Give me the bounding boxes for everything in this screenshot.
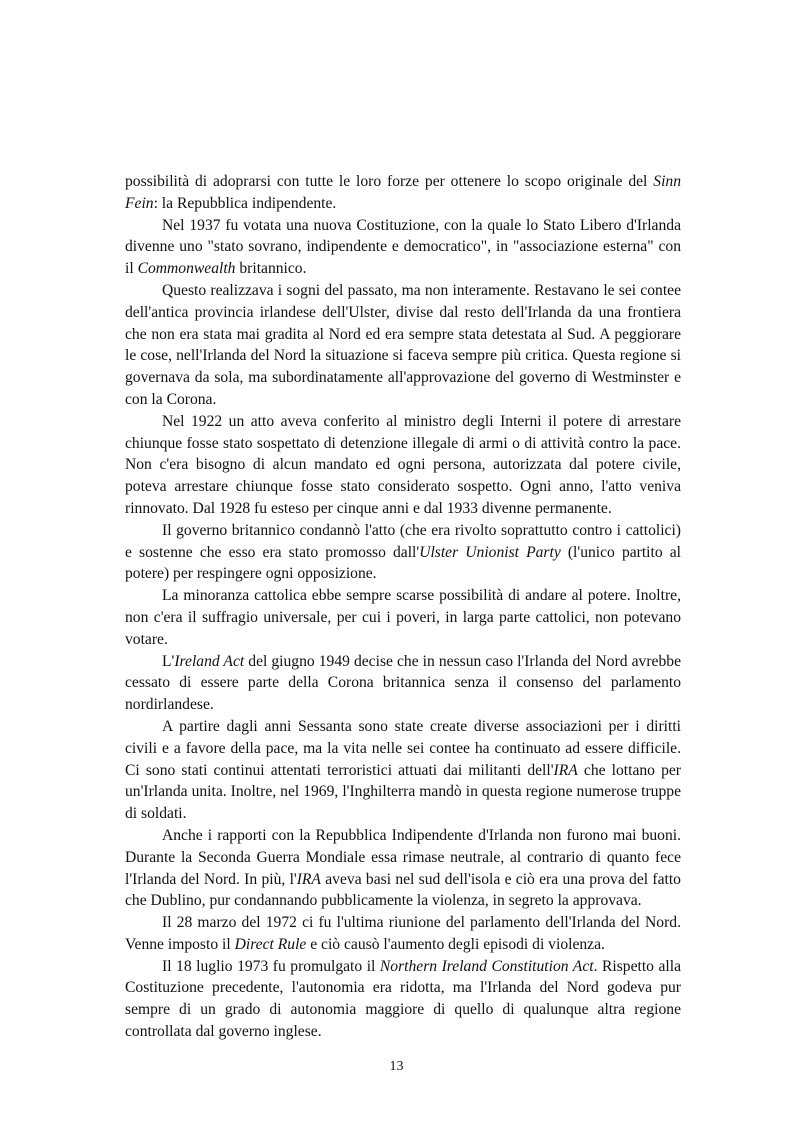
text-segment-italic: IRA: [553, 761, 578, 779]
text-segment-italic: Direct Rule: [234, 935, 307, 953]
text-segment: Questo realizzava i sogni del passato, ma non interamente. Restavano le sei contee dell'antica provincia irlandese dell'Ulster, divise dal resto dell'Irlanda da una frontiera che non era stata mai gradita al Nord ed era sempre stata detestata al Sud. A peggiorare le cose, nell'Irlanda del Nord la situazione si faceva sempre più critica. Questa regione si governava da sola, ma subordinatamente all'approvazione del governo di Westminster e con la Corona.: [125, 281, 681, 408]
text-segment: britannico.: [235, 260, 307, 278]
text-segment-italic: Northern Ireland Constitution Act: [379, 957, 594, 975]
text-segment: Nel 1937 fu votata una nuova Costituzione, con la quale lo Stato Libero d'Irlanda divenne uno "stato sovrano, indipendente e democratico", in "associazione esterna" con il: [125, 216, 681, 278]
body-text: [125, 171, 681, 1043]
text-segment: L': [162, 652, 175, 670]
text-segment: aveva basi nel sud dell'isola e ciò era una prova del fatto che Dublino, pur condannando pubblicamente la violenza, in segreto la approvava.: [125, 870, 681, 910]
paragraph-4: [125, 520, 681, 585]
text-segment: Il 28 marzo del 1972 ci fu l'ultima riunione del parlamento dell'Irlanda del Nord. Venne imposto il: [125, 914, 681, 953]
paragraph-0: [125, 171, 681, 215]
paragraph-5: [125, 585, 681, 650]
text-segment: Anche i rapporti con la Repubblica Indipendente d'Irlanda non furono mai buoni. Durante la Seconda Guerra Mondiale essa rimase neutrale, al contrario di quanto fece l'Irlanda del Nord. In più, l': [125, 826, 681, 888]
paragraph-7: [125, 716, 681, 825]
paragraph-9: [125, 912, 681, 956]
text-segment: possibilità di adoprarsi con tutte le loro forze per ottenere lo scopo originale del: [125, 173, 654, 190]
text-segment: che lottano per un'Irlanda unita. Inoltre, nel 1969, l'Inghilterra mandò in questa regione numerose truppe di soldati.: [125, 761, 681, 823]
text-segment-italic: Sinn Fein: [125, 173, 681, 212]
text-segment: Il governo britannico condannò l'atto (che era rivolto soprattutto contro i cattolici) e sostenne che esso era stato promosso dall': [125, 521, 681, 561]
text-segment: (l'unico partito al potere) per respingere ogni opposizione.: [125, 543, 682, 583]
paragraph-3: [125, 411, 681, 520]
paragraph-6: [125, 651, 681, 716]
text-segment: . Rispetto alla Costituzione precedente, l'autonomia era ridotta, ma l'Irlanda del Nord godeva pur sempre di un grado di autonomia maggiore di quello di qualunque altra regione controllata dal governo inglese.: [125, 957, 682, 1041]
text-segment-italic: Commonwealth: [137, 260, 236, 278]
paragraph-2: [125, 280, 681, 411]
page-number: 13: [389, 1059, 404, 1074]
text-segment: Nel 1922 un atto aveva conferito al ministro degli Interni il potere di arrestare chiunque fosse stato sospettato di detenzione illegale di armi o di attività contro la pace. Non c'era bisogno di alcun mandato ed ogni persona, autorizzata dal potere civile, poteva arrestare chiunque fosse stato considerato sospetto. Ogni anno, l'atto veniva rinnovato. Dal 1928 fu esteso per cinque anni e dal 1933 divenne permanente.: [125, 412, 681, 517]
text-segment-italic: Ireland Act: [174, 652, 245, 670]
text-segment-italic: Ulster Unionist Party: [419, 543, 561, 561]
text-segment: Il 18 luglio 1973 fu promulgato il: [162, 957, 380, 975]
paragraph-8: [125, 825, 681, 912]
text-segment: del giugno 1949 decise che in nessun caso l'Irlanda del Nord avrebbe cessato di essere parte della Corona britannica senza il consenso del parlamento nordirlandese.: [125, 652, 681, 714]
text-segment: e ciò causò l'aumento degli episodi di violenza.: [306, 935, 605, 953]
text-segment: La minoranza cattolica ebbe sempre scarse possibilità di andare al potere. Inoltre, non c'era il suffragio universale, per cui i poveri, in larga parte cattolici, non potevano votare.: [125, 587, 681, 648]
text-segment-italic: IRA: [296, 870, 321, 888]
paragraph-1: [125, 215, 681, 280]
text-segment: A partire dagli anni Sessanta sono state create diverse associazioni per i diritti civili e a favore della pace, ma la vita nelle sei contee ha continuato ad essere difficile. Ci sono stati continui attentati terroristici attuati dai militanti dell': [125, 717, 681, 779]
text-segment: : la Repubblica indipendente.: [153, 194, 337, 212]
paragraph-10: [125, 956, 681, 1043]
